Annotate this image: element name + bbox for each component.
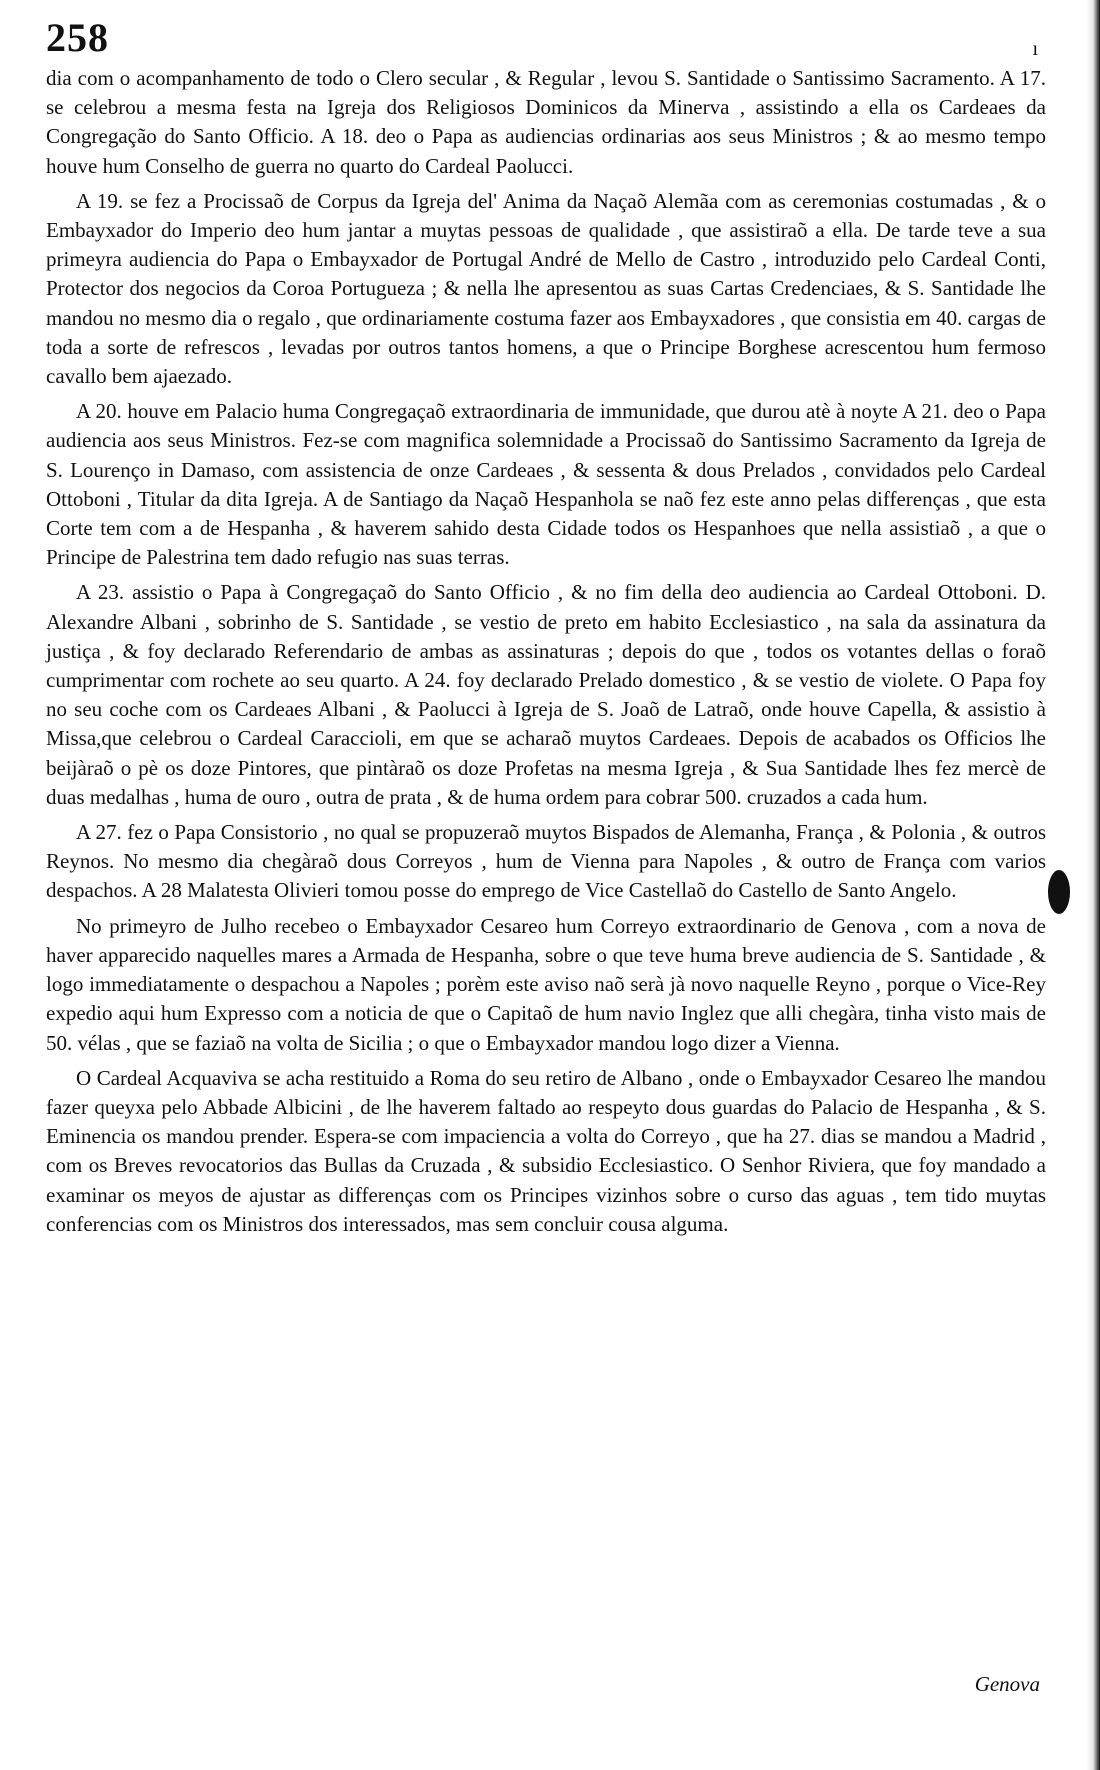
corner-mark: ı: [1032, 38, 1038, 60]
paragraph-1: dia com o acompanhamento de todo o Clero secular , & Regular , levou S. Santidade o Santissimo Sacramento. A 17. se celebrou a mesma festa na Igreja dos Religiosos Dominicos da Minerva , assistindo a ella os Cardeaes da Congregação do Santo Officio. A 18. deo o Papa as audiencias ordinarias aos seus Ministros ; & ao mesmo tempo houve hum Conselho de guerra no quarto do Cardeal Paolucci.: [46, 66, 1046, 178]
paragraph-3: A 20. houve em Palacio huma Congregaçaõ extraordinaria de immunidade, que durou atè à noyte A 21. deo o Papa audiencia aos seus Ministros. Fez-se com magnifica solemnidade a Procissaõ do Santissimo Sacramento da Igreja de S. Lourenço in Damaso, com assistencia de onze Cardeaes , & sessenta & dous Prelados , convidados pelo Cardeal Ottoboni , Titular da dita Igreja. A de Santiago da Naçaõ Hespanhola se naõ fez este anno pelas differenças , que esta Corte tem com a de Hespanha , & haverem sahido desta Cidade todos os Hespanhoes que nella assistiaõ , a que o Principe de Palestrina tem dado refugio nas suas terras.: [46, 399, 1046, 570]
edge-notch: [1048, 870, 1070, 914]
paragraph-5: A 27. fez o Papa Consistorio , no qual se propuzeraõ muytos Bispados de Alemanha, França , & Polonia , & outros Reynos. No mesmo dia chegàraõ dous Correyos , hum de Vienna para Napoles , & outro de França com varios despachos. A 28 Malatesta Olivieri tomou posse do emprego de Vice Castellaõ do Castello de Santo Angelo.: [46, 820, 1046, 903]
paragraph-6: No primeyro de Julho recebeo o Embayxador Cesareo hum Correyo extraordinario de Genova , com a nova de haver apparecido naquelles mares a Armada de Hespanha, sobre o que teve huma breve audiencia de S. Santidade , & logo immediatamente o despachou a Napoles ; porèm este aviso naõ serà jà novo naquelle Reyno , porque o Vice-Rey expedio aqui hum Expresso com a noticia de que o Capitaõ de hum navio Inglez que alli chegàra, tinha visto mais de 50. vélas , que se faziaõ na volta de Sicilia ; o que o Embayxador mandou logo dizer a Vienna.: [46, 913, 1046, 1055]
paragraph-7: O Cardeal Acquaviva se acha restituido a Roma do seu retiro de Albano , onde o Embayxador Cesareo lhe mandou fazer queyxa pelo Abbade Albicini , de lhe haverem faltado ao respeyto dous guardas do Palacio de Hespanha , & S. Eminencia os mandou prender. Espera-se com impaciencia a volta do Correyo , que ha 27. dias se mandou a Madrid , com os Breves revocatorios das Bullas da Cruzada , & subsidio Ecclesiastico. O Senhor Riviera, que foy mandado a examinar os meyos de ajustar as differenças com os Principes vizinhos sobre o curso das aguas , tem tido muytas conferencias com os Ministros dos interessados, mas sem concluir cousa alguma.: [46, 1065, 1046, 1236]
catchword: Genova: [974, 1672, 1040, 1696]
paragraph-4: A 23. assistio o Papa à Congregaçaõ do Santo Officio , & no fim della deo audiencia ao Cardeal Ottoboni. D. Alexandre Albani , sobrinho de S. Santidade , se vestio de preto em habito Ecclesiastico , na sala da assinatura da justiça , & foy declarado Referendario de ambas as assinaturas ; depois do que , todos os votantes dellas o foraõ cumprimentar com rochete ao seu quarto. A 24. foy declarado Prelado domestico , & se vestio de violete. O Papa foy no seu coche com os Cardeaes Albani , & Paolucci à Igreja de S. Joaõ de Latraõ, onde houve Capella, & assistio à Missa,que celebrou o Cardeal Caraccioli, em que se acharaõ muytos Cardeaes. Depois de acabados os Officios lhe beijàraõ o pè os doze Pintores, que pintàraõ os doze Profetas na mesma Igreja , & Sua Santidade lhes fez mercè de duas medalhas , huma de ouro , outra de prata , & de huma ordem para cobrar 500. cruzados a cada hum.: [46, 580, 1046, 809]
body-text: [46, 64, 1046, 1245]
paragraph-2: A 19. se fez a Procissaõ de Corpus da Igreja del' Anima da Naçaõ Alemãa com as ceremonias costumadas , & o Embayxador do Imperio deo hum jantar a muytas pessoas de qualidade , que assistiraõ a ella. De tarde teve a sua primeyra audiencia do Papa o Embayxador de Portugal André de Mello de Castro , introduzido pelo Cardeal Conti, Protector dos negocios da Coroa Portugueza ; & nella lhe apresentou as suas Cartas Credenciaes, & S. Santidade lhe mandou no mesmo dia o regalo , que ordinariamente costuma fazer aos Embayxadores , que consistia em 40. cargas de toda a sorte de refrescos , levadas por outros tantos homens, a que o Principe Borghese acrescentou hum fermoso cavallo bem ajaezado.: [46, 188, 1046, 389]
page-number: 258: [46, 15, 109, 60]
